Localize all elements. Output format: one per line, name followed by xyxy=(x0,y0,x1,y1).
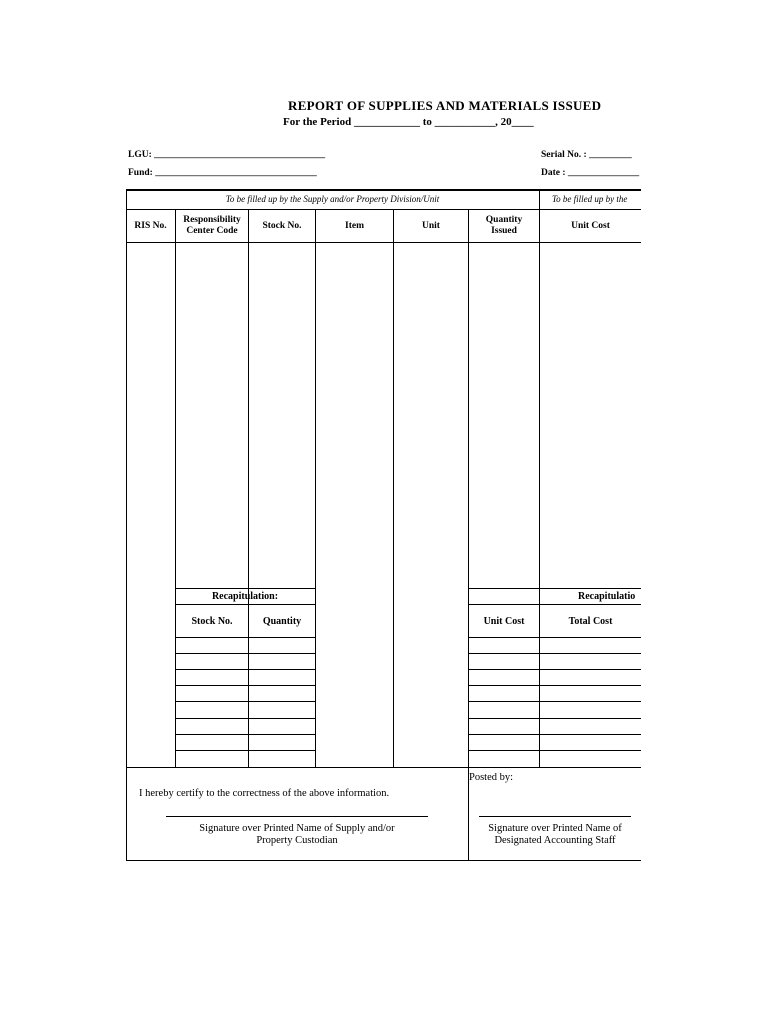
recap-right-row-line xyxy=(468,653,641,654)
recap-left-row-line xyxy=(175,750,316,751)
col-line-4 xyxy=(393,209,394,767)
certify-statement: I hereby certify to the correctness of the above information. xyxy=(139,788,390,799)
recap-right-row-line xyxy=(468,734,641,735)
lgu-field[interactable]: LGU: ____________________________________ xyxy=(128,150,326,160)
date-field[interactable]: Date : _______________ xyxy=(541,168,640,178)
col-header-stock-no: Stock No. xyxy=(262,220,302,231)
col-line-1 xyxy=(175,209,176,767)
recap-right-unit-cost: Unit Cost xyxy=(483,615,525,627)
col-header-ris-no: RIS No. xyxy=(134,220,167,231)
col-line-2 xyxy=(248,209,249,767)
posted-by-label: Posted by: xyxy=(469,772,514,783)
recap-right-row-line xyxy=(468,718,641,719)
table-top-border xyxy=(126,189,641,191)
recap-right-header-bottom xyxy=(468,637,641,638)
col-header-quantity-issued: Quantity Issued xyxy=(485,215,523,236)
recap-left-top xyxy=(175,588,316,589)
col-header-item: Item xyxy=(345,220,364,231)
col-line-6 xyxy=(539,209,540,767)
footer-top-border xyxy=(126,767,641,768)
period-line: For the Period ____________ to ___________, 20____ xyxy=(283,116,534,128)
recap-left-label: Recapitulation: xyxy=(211,591,279,602)
col-header-responsibility-center: Responsibility Center Code xyxy=(183,215,241,236)
recap-left-header-bottom xyxy=(175,637,316,638)
fund-field[interactable]: Fund: __________________________________ xyxy=(128,168,317,178)
recap-left-stock-no: Stock No. xyxy=(191,615,233,627)
recap-right-row-line xyxy=(468,685,641,686)
col-header-unit-cost: Unit Cost xyxy=(571,220,610,231)
recap-left-quantity: Quantity xyxy=(262,615,302,627)
recap-right-row-line xyxy=(468,750,641,751)
right-signature-line[interactable] xyxy=(479,816,631,817)
recap-right-total-cost: Total Cost xyxy=(568,615,613,627)
recap-right-row-line xyxy=(468,701,641,702)
recap-left-row-line xyxy=(175,701,316,702)
table-left-border xyxy=(126,189,127,861)
recap-left-row-line xyxy=(175,685,316,686)
recap-left-row-line xyxy=(175,669,316,670)
header-bottom-border xyxy=(126,242,641,243)
report-title: REPORT OF SUPPLIES AND MATERIALS ISSUED xyxy=(288,98,602,113)
right-signature-caption-1: Signature over Printed Name of xyxy=(488,823,622,834)
left-signature-caption-2: Property Custodian xyxy=(256,835,338,846)
col-header-unit: Unit xyxy=(422,220,440,231)
accounting-section-label: To be filled up by the xyxy=(552,194,628,204)
col-line-5 xyxy=(468,209,469,861)
recap-right-top xyxy=(468,588,641,589)
col-line-3 xyxy=(315,209,316,767)
left-signature-caption-1: Signature over Printed Name of Supply and/or xyxy=(199,823,395,834)
recap-left-row-line xyxy=(175,718,316,719)
serial-no-field[interactable]: Serial No. : _________ xyxy=(541,150,632,160)
recap-left-row-line xyxy=(175,653,316,654)
recap-right-label: Recapitulatio xyxy=(578,591,636,602)
table-bottom-border xyxy=(126,860,641,861)
recap-right-row-line xyxy=(468,669,641,670)
supply-section-label: To be filled up by the Supply and/or Property Division/Unit xyxy=(225,194,440,204)
left-signature-line[interactable] xyxy=(166,816,428,817)
recap-left-row-line xyxy=(175,734,316,735)
right-signature-caption-2: Designated Accounting Staff xyxy=(494,835,616,846)
section-split-line xyxy=(539,189,540,210)
